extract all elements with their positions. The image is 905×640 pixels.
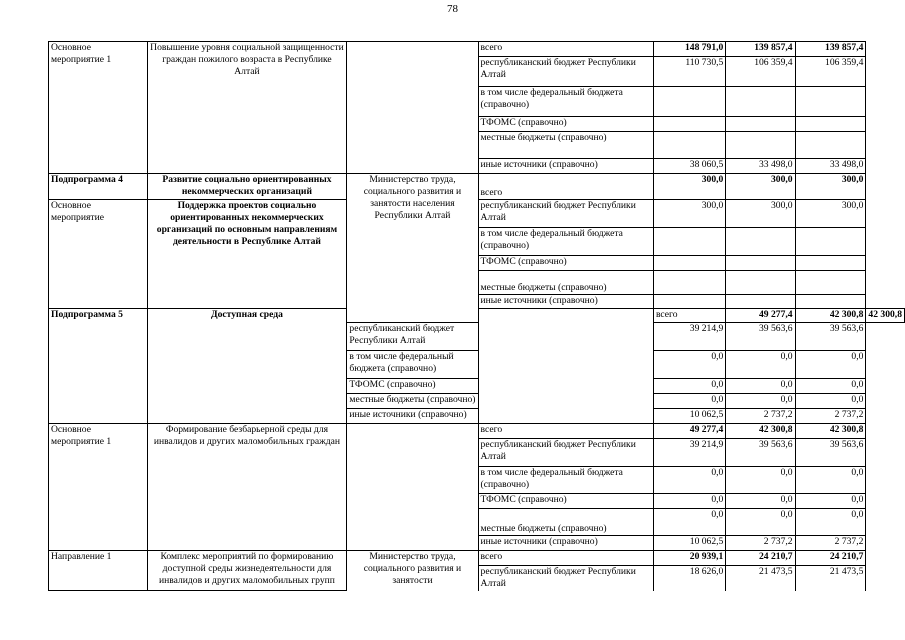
source-cell: местные бюджеты (справочно)	[478, 509, 653, 536]
source-cell: в том числе федеральный бюджета (справочно)	[478, 228, 653, 256]
value-cell: 139 857,4	[726, 42, 795, 57]
value-cell	[653, 132, 725, 159]
value-cell: 110 730,5	[653, 57, 725, 87]
row-description: Комплекс мероприятий по формированию доступной среды жизнедеятельности для инвалидов и других маломобильных групп	[147, 551, 347, 591]
value-cell: 0,0	[653, 467, 725, 494]
page-number: 78	[447, 3, 458, 15]
value-cell: 2 737,2	[795, 409, 866, 424]
value-cell	[795, 87, 866, 117]
ministry-text: развития и занятости населения Республики Алтай	[370, 186, 462, 221]
source-cell: республиканский бюджет Республики Алтай	[478, 57, 653, 87]
value-cell	[795, 132, 866, 159]
source-cell: ТФОМС (справочно)	[478, 117, 653, 132]
value-cell: 39 563,6	[795, 323, 866, 351]
source-cell: всего	[478, 42, 653, 57]
value-cell: 300,0	[726, 200, 795, 228]
value-cell: 39 563,6	[795, 439, 866, 467]
source-cell: республиканский бюджет Республики Алтай	[347, 323, 478, 351]
budget-table	[48, 41, 905, 591]
value-cell: 49 277,4	[653, 424, 725, 439]
value-cell: 0,0	[795, 351, 866, 379]
source-cell: в том числе федеральный бюджета (справочно)	[478, 87, 653, 117]
value-cell	[726, 117, 795, 132]
table-row	[49, 424, 905, 439]
source-cell: иные источники (справочно)	[478, 295, 653, 309]
value-cell: 0,0	[795, 379, 866, 394]
value-cell: 10 062,5	[653, 409, 725, 424]
source-cell: в том числе федеральный бюджета (справочно)	[478, 467, 653, 494]
row-label: Подпрограмма 4	[49, 174, 148, 200]
row-description: Формирование безбарьерной среды для инвалидов и других маломобильных граждан	[147, 424, 347, 551]
value-cell: 0,0	[726, 509, 795, 536]
value-cell: 139 857,4	[795, 42, 866, 57]
row-ministry	[347, 424, 478, 551]
value-cell	[653, 271, 725, 295]
row-label: Основное мероприятие 1	[49, 42, 148, 174]
value-cell: 2 737,2	[726, 409, 795, 424]
value-cell: 39 563,6	[726, 439, 795, 467]
value-cell: 300,0	[795, 174, 866, 200]
table-row	[49, 42, 905, 57]
value-cell: 0,0	[795, 467, 866, 494]
source-cell: всего	[478, 424, 653, 439]
source-cell: всего	[478, 174, 653, 200]
value-cell	[795, 295, 866, 309]
value-cell: 0,0	[726, 351, 795, 379]
value-cell: 0,0	[726, 379, 795, 394]
value-cell: 18 626,0	[653, 566, 725, 591]
value-cell: 39 214,9	[653, 439, 725, 467]
value-cell: 148 791,0	[653, 42, 725, 57]
value-cell	[726, 295, 795, 309]
source-cell: республиканский бюджет Республики Алтай	[478, 439, 653, 467]
value-cell: 42 300,8	[795, 309, 866, 323]
source-cell: иные источники (справочно)	[478, 536, 653, 551]
value-cell	[795, 117, 866, 132]
row-description: Доступная среда	[147, 309, 347, 424]
row-ministry	[347, 174, 478, 323]
value-cell: 0,0	[795, 509, 866, 536]
source-cell: иные источники (справочно)	[347, 409, 478, 424]
value-cell	[726, 256, 795, 271]
value-cell: 0,0	[653, 509, 725, 536]
value-cell: 33 498,0	[726, 159, 795, 174]
row-label: Основное мероприятие 1	[49, 424, 148, 551]
source-cell: иные источники (справочно)	[478, 159, 653, 174]
value-cell: 33 498,0	[795, 159, 866, 174]
value-cell: 0,0	[653, 494, 725, 509]
value-cell: 300,0	[726, 174, 795, 200]
value-cell	[726, 271, 795, 295]
value-cell: 42 300,8	[726, 424, 795, 439]
value-cell	[795, 271, 866, 295]
value-cell	[726, 228, 795, 256]
value-cell: 21 473,5	[795, 566, 866, 591]
value-cell: 300,0	[795, 200, 866, 228]
source-cell: местные бюджеты (справочно)	[478, 132, 653, 159]
value-cell	[726, 87, 795, 117]
source-cell: ТФОМС (справочно)	[347, 379, 478, 394]
value-cell: 300,0	[653, 200, 725, 228]
value-cell: 0,0	[726, 394, 795, 409]
value-cell: 24 210,7	[726, 551, 795, 566]
value-cell	[795, 256, 866, 271]
value-cell	[653, 228, 725, 256]
value-cell: 300,0	[653, 174, 725, 200]
row-label: Основное мероприятие	[49, 200, 148, 309]
value-cell: 2 737,2	[726, 536, 795, 551]
row-description: Повышение уровня социальной защищенности граждан пожилого возраста в Республике Алтай	[147, 42, 347, 174]
value-cell: 0,0	[795, 394, 866, 409]
source-cell: всего	[478, 551, 653, 566]
source-cell: местные бюджеты (справочно)	[478, 271, 653, 295]
ministry-text: Министерство труда, социального	[363, 174, 456, 197]
value-cell: 0,0	[653, 394, 725, 409]
source-cell: в том числе федеральный бюджета (справочно)	[347, 351, 478, 379]
value-cell	[726, 132, 795, 159]
row-description: Поддержка проектов социально ориентированных некоммерческих организаций по основным направлениям деятельности в Республике Алтай	[147, 200, 347, 309]
value-cell: 20 939,1	[653, 551, 725, 566]
value-cell: 38 060,5	[653, 159, 725, 174]
row-ministry	[478, 309, 653, 424]
row-label: Направление 1	[49, 551, 148, 591]
value-cell	[653, 256, 725, 271]
source-cell: республиканский бюджет Республики Алтай	[478, 200, 653, 228]
row-ministry: Министерство труда, социального развития и занятости	[347, 551, 478, 591]
value-cell: 42 300,8	[795, 424, 866, 439]
value-cell: 106 359,4	[726, 57, 795, 87]
source-cell: республиканский бюджет Республики Алтай	[478, 566, 653, 591]
value-cell: 0,0	[653, 379, 725, 394]
table-row	[49, 174, 905, 200]
value-cell: 0,0	[726, 494, 795, 509]
value-cell: 2 737,2	[795, 536, 866, 551]
row-description: Развитие социально ориентированных некоммерческих организаций	[147, 174, 347, 200]
value-cell	[653, 117, 725, 132]
value-cell: 39 214,9	[653, 323, 725, 351]
source-cell: ТФОМС (справочно)	[478, 256, 653, 271]
row-ministry	[347, 42, 478, 174]
row-label: Подпрограмма 5	[49, 309, 148, 424]
value-cell: 39 563,6	[726, 323, 795, 351]
value-cell	[653, 295, 725, 309]
value-cell: 0,0	[795, 494, 866, 509]
value-cell: 42 300,8	[866, 309, 905, 323]
value-cell: 21 473,5	[726, 566, 795, 591]
value-cell	[653, 87, 725, 117]
value-cell: 24 210,7	[795, 551, 866, 566]
value-cell: 10 062,5	[653, 536, 725, 551]
value-cell: 106 359,4	[795, 57, 866, 87]
value-cell: 0,0	[653, 351, 725, 379]
source-cell: всего	[653, 309, 725, 323]
value-cell: 49 277,4	[726, 309, 795, 323]
value-cell	[795, 228, 866, 256]
value-cell: 0,0	[726, 467, 795, 494]
source-cell: местные бюджеты (справочно)	[347, 394, 478, 409]
source-cell: ТФОМС (справочно)	[478, 494, 653, 509]
table-row	[49, 551, 905, 566]
